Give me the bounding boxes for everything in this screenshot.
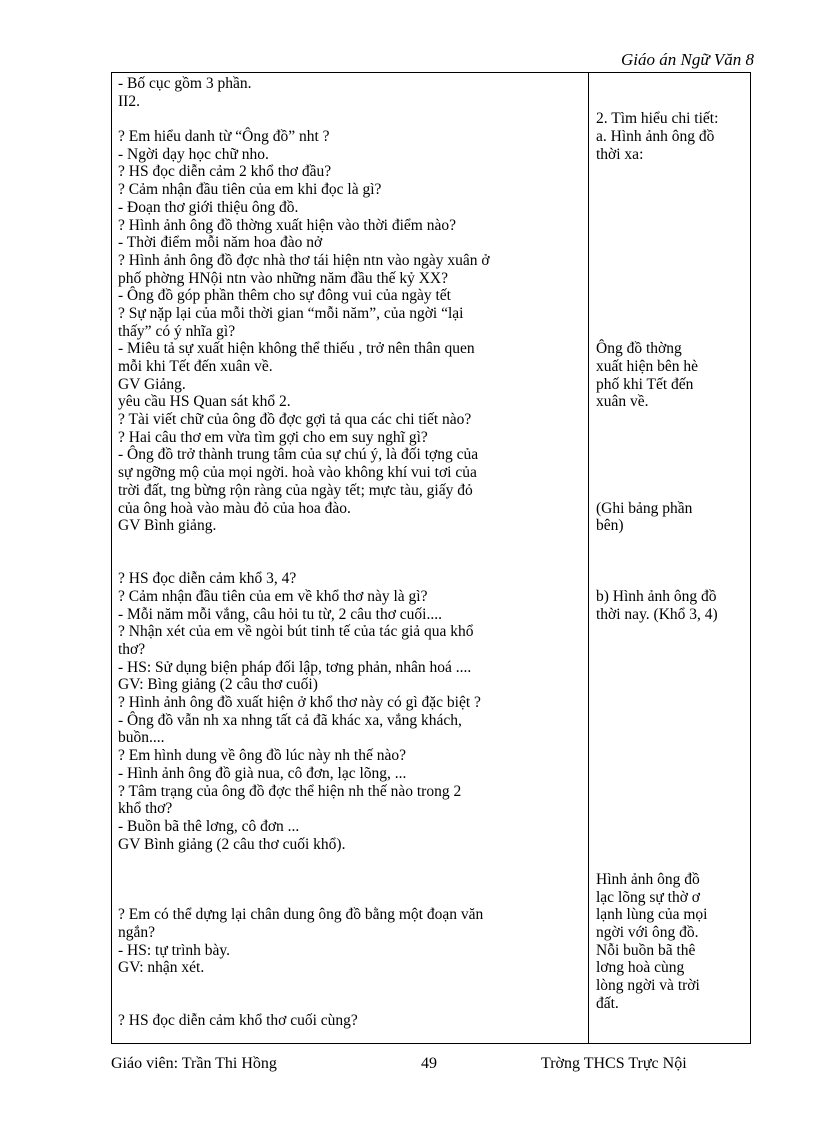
lesson-table [111,72,751,1044]
note-line [596,93,748,111]
text-line: - Ông đồ trở thành trung tâm của sự chú ý, là đối tợng của [118,446,479,464]
text-line [118,553,584,571]
text-line: - Miêu tả sự xuất hiện không thể thiếu , trở nên thân quen [118,340,475,358]
text-line: yêu cầu HS Quan sát khổ 2. [118,393,291,411]
note-line [596,783,748,801]
text-line [118,110,584,128]
notes-column [596,75,748,1044]
text-line [118,535,584,553]
text-line: ? Em có thể dựng lại chân dung ông đồ bằng một đoạn văn [118,906,484,924]
note-line [596,323,748,341]
text-line: ? Em hiểu danh từ “Ông đồ” nht ? [118,128,330,146]
note-line [596,623,748,641]
note-line [596,482,748,500]
note-line [596,676,748,694]
text-line: thơ? [118,641,146,658]
note-line [596,464,748,482]
text-line [118,871,584,889]
header-title: Giáo án Ngữ Văn 8 [621,50,754,69]
note-line: b) Hình ảnh ông đồ [596,587,717,605]
note-line [596,747,748,765]
note-line [596,217,748,235]
text-line: ? Cảm nhận đầu tiên của em khi đọc là gì? [118,181,382,199]
note-line: Ông đồ thờng [596,340,682,358]
text-line: ? HS đọc diễn cảm 2 khổ thơ đầu? [118,163,332,181]
text-line: ? Hình ảnh ông đồ đợc nhà thơ tái hiện ntn vào ngày xuân ở [118,251,490,269]
note-line [596,818,748,836]
note-line [596,181,748,199]
note-line: lơng hoà cùng [596,959,685,977]
note-line [596,75,748,93]
note-line [596,853,748,871]
note-line: lạnh lùng của mọi [596,906,708,924]
activities-column [118,75,584,1030]
footer-page-number: 49 [421,1055,437,1072]
text-line: ? Hình ảnh ông đồ xuất hiện ở khổ thơ này có gì đặc biệt ? [118,694,481,712]
text-line [118,977,584,995]
note-line: xuất hiện bên hè [596,358,699,375]
note-line [596,411,748,429]
note-line [596,641,748,659]
text-line: - HS: tự trình bày. [118,941,231,959]
note-line [596,729,748,747]
note-line [596,800,748,818]
note-line: lòng ngời và trời [596,977,700,995]
text-line: ? Tài viết chữ của ông đồ đợc gợi tả qua các chi tiết nào? [118,411,472,429]
note-line: thời nay. (Khổ 3, 4) [596,605,718,623]
note-line: bên) [596,517,624,535]
text-line: GV Giảng. [118,375,186,393]
text-line: ? HS đọc diễn cảm khổ 3, 4? [118,570,297,588]
note-line [596,712,748,730]
text-line: ? HS đọc diễn cảm khổ thơ cuối cùng? [118,1012,358,1030]
note-line: ngời với ông đồ. [596,924,699,941]
note-line [596,163,748,181]
note-line [596,287,748,305]
text-line: GV Bình giảng (2 câu thơ cuối khổ). [118,835,346,853]
note-line: lạc lõng sự thờ ơ [596,888,701,906]
text-line: - HS: Sử dụng biện pháp đối lập, tơng phản, nhân hoá .... [118,658,472,676]
text-line: - Thời điểm mỗi năm hoa đào nở [118,234,323,252]
note-line: a. Hình ảnh ông đồ [596,128,715,146]
note-line: (Ghi bảng phần [596,499,693,517]
text-line: - Hình ảnh ông đồ già nua, cô đơn, lạc lõng, ... [118,764,407,782]
note-line [596,694,748,712]
note-line: xuân về. [596,393,649,411]
text-line: - Ngời dạy học chữ nho. [118,145,269,163]
note-line: thời xa: [596,145,644,163]
note-line: Hình ảnh ông đồ [596,870,700,888]
text-line: II2. [118,92,140,110]
text-line: ? Nhận xét của em về ngòi bút tinh tế của tác giả qua khổ [118,623,474,641]
note-line [596,570,748,588]
note-line [596,234,748,252]
footer-teacher: Giáo viên: Trần Thi Hồng [111,1055,277,1072]
text-line: - Mỗi năm mỗi vắng, câu hỏi tu từ, 2 câu thơ cuối.... [118,605,442,623]
text-line: ? Hình ảnh ông đồ thờng xuất hiện vào thời điểm nào? [118,216,456,234]
text-line: ? Hai câu thơ em vừa tìm gợi cho em suy nghĩ gì? [118,428,428,446]
text-line: ? Cảm nhận đầu tiên của em về khổ thơ này là gì? [118,587,428,605]
text-line [118,995,584,1013]
text-line: ngắn? [118,924,156,941]
note-line [596,1012,748,1030]
text-line: ? Tâm trạng của ông đồ đợc thể hiện nh thế nào trong 2 [118,782,462,800]
text-line: ? Sự nặp lại của mỗi thời gian “mỗi năm”, của ngời “lại [118,304,464,322]
text-line: - Đoạn thơ giới thiệu ông đồ. [118,198,299,216]
text-line: khổ thơ? [118,800,173,818]
footer-school: Trờng THCS Trực Nội [541,1055,687,1072]
note-line: Nỗi buồn bã thê [596,941,696,959]
text-line: GV: Bìng giảng (2 câu thơ cuối) [118,676,318,694]
note-line: đất. [596,994,619,1012]
note-line [596,535,748,553]
page-footer [111,1055,751,1077]
text-line: mỗi khi Tết đến xuân về. [118,358,273,375]
note-line [596,270,748,288]
note-line [596,305,748,323]
note-line: phố khi Tết đến [596,375,694,393]
text-line: phố phờng HNội ntn vào những năm đầu thế kỷ XX? [118,269,448,287]
text-line: GV: nhận xét. [118,959,205,977]
note-line [596,553,748,571]
text-line: thấy” có ý nhĩa gì? [118,322,236,340]
note-line [596,765,748,783]
text-line [118,889,584,907]
note-line [596,199,748,217]
note-line [596,1030,748,1044]
note-line: 2. Tìm hiểu chi tiết: [596,110,719,128]
text-line: GV Bình giảng. [118,517,217,535]
text-line: của ông hoà vào màu đỏ của hoa đào. [118,499,351,517]
text-line: - Buồn bã thê lơng, cô đơn ... [118,817,300,835]
text-line: - Bố cục gồm 3 phần. [118,75,252,92]
text-line: sự ngỡng mộ của mọi ngời. hoà vào không khí vui tơi của [118,464,477,482]
column-divider [588,73,589,1043]
note-line [596,446,748,464]
text-line: ? Em hình dung về ông đồ lúc này nh thế nào? [118,747,406,765]
text-line: - Ông đồ góp phần thêm cho sự đông vui của ngày tết [118,287,451,305]
text-line [118,853,584,871]
text-line: trời đất, tng bừng rộn ràng của ngày tết; mực tàu, giấy đỏ [118,481,473,499]
note-line [596,659,748,677]
note-line [596,252,748,270]
text-line: - Ông đồ vẫn nh xa nhng tất cả đã khác xa, vắng khách, [118,711,462,729]
text-line: buồn.... [118,729,165,747]
note-line [596,429,748,447]
note-line [596,836,748,854]
